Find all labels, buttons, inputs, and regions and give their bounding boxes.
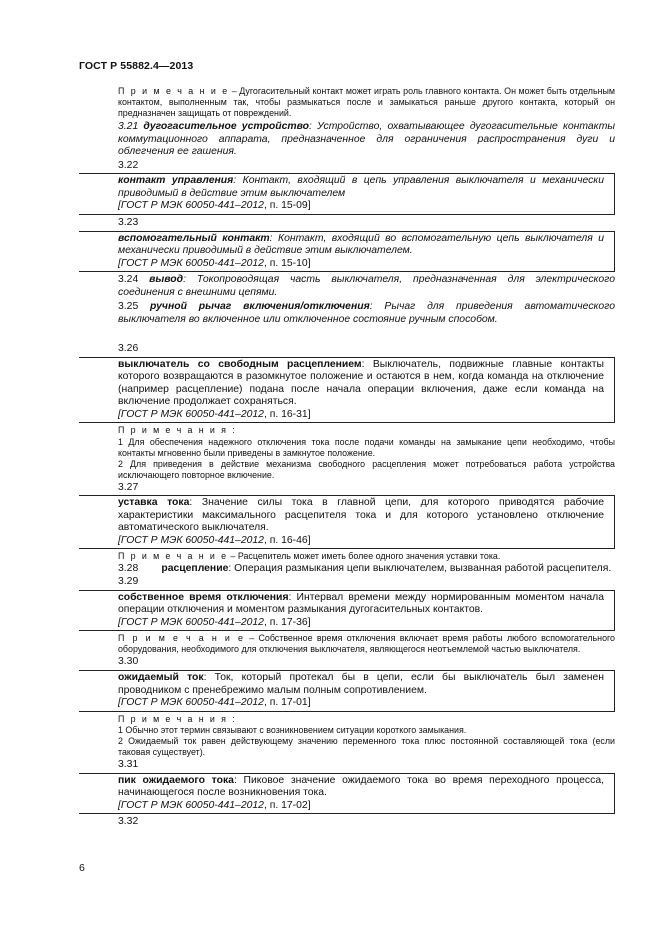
term-name: ручной рычаг включения/отключения (150, 301, 370, 313)
term-name: вывод (149, 274, 184, 286)
reference-source: [ГОСТ Р МЭК 60050-441–2012 (118, 697, 264, 709)
term-3-31 (79, 775, 604, 800)
note-text: – Расцепитель может иметь более одного значения уставки тока. (227, 551, 501, 562)
term-name: расцепление (161, 562, 229, 574)
reference-point: , п. 15-10] (263, 257, 311, 269)
reference-point: , п. 17-36] (263, 616, 311, 628)
term-3-25 (79, 301, 615, 326)
reference-source: [ГОСТ Р МЭК 60050-441–2012 (118, 257, 264, 269)
page-number: 6 (79, 862, 85, 874)
reference-point: , п. 17-01] (263, 697, 311, 709)
term-name: ожидаемый ток (118, 672, 204, 684)
term-3-23-box (79, 231, 615, 273)
term-3-32-number: 3.32 (118, 816, 139, 828)
term-definition: : Токопроводящая часть выключателя, предназначенная для электрического соединения с внешними цепями. (118, 274, 615, 298)
term-3-30-box (79, 670, 615, 712)
term-definition: : Значение силы тока в главной цепи, для которого приводятся рабочие характеристики максимального расцепителя тока и для которого установлено отключение автоматического выключателя. (118, 497, 604, 534)
term-number: 3.28 (118, 562, 139, 574)
reference-point: , п. 16-46] (263, 534, 311, 546)
term-3-29-box (79, 590, 615, 632)
note-label: П р и м е ч а н и е (118, 86, 230, 96)
reference-source: [ГОСТ Р МЭК 60050-441–2012 (118, 200, 264, 212)
term-definition: : Контакт, входящий во вспомогательную цепь выключателя и механически приводимый в действие этим выключателем. (118, 232, 604, 257)
term-3-26-number: 3.26 (118, 343, 139, 355)
term-3-31-reference (79, 800, 604, 813)
note-label: П р и м е ч а н и е (118, 551, 228, 562)
term-definition: : Рычаг для приведения автоматического выключателя во включенное или отключенное состояние ручным способом. (118, 301, 615, 325)
term-name: уставка тока (118, 497, 190, 509)
term-3-26-notes-label: П р и м е ч а н и я : (118, 425, 237, 436)
term-definition: : Пиковое значение ожидаемого тока во время переходного процесса, начинающегося после возникновения тока. (118, 774, 604, 799)
term-3-29-reference (79, 617, 604, 630)
reference-source: [ГОСТ Р МЭК 60050-441–2012 (118, 534, 264, 546)
reference-point: , п. 15-09] (263, 200, 311, 212)
reference-point: , п. 16-31] (263, 408, 311, 420)
term-3-23-number: 3.23 (118, 216, 139, 228)
term-3-29 (79, 592, 604, 617)
term-3-27 (79, 497, 604, 534)
term-definition: : Контакт, входящий в цепь управления выключателя и механически приводимый в действие этим выключателем (118, 175, 604, 199)
term-3-27-reference (79, 535, 604, 548)
note-label: П р и м е ч а н и е (118, 633, 245, 644)
term-name: дугогасительное устройство (143, 121, 310, 133)
term-name: собственное время отключения (118, 591, 289, 603)
term-3-23 (79, 233, 604, 258)
note-text: – Дугогасительный контакт может играть роль главного контакта. Он может быть отдельным контактом, выполненным так, чтобы размыкаться после и замыкаться раньше другого контакта, который он предназначен защищать от повреждений. (118, 86, 615, 119)
term-3-30-reference (79, 697, 604, 710)
term-3-22 (79, 175, 604, 200)
term-3-27-box (79, 495, 615, 549)
term-name: вспомогательный контакт (118, 232, 270, 244)
term-3-28 (79, 563, 615, 575)
term-name: контакт управления (118, 175, 234, 187)
spacer (79, 326, 615, 342)
reference-point: , п. 17-02] (263, 799, 311, 811)
term-3-31-box (79, 773, 615, 815)
term-3-23-reference (79, 258, 604, 271)
reference-source: [ГОСТ Р МЭК 60050-441–2012 (118, 799, 264, 811)
page-content (79, 86, 615, 829)
term-3-27-number: 3.27 (118, 481, 139, 493)
term-3-26-box (79, 357, 615, 424)
term-3-22-number: 3.22 (118, 159, 139, 171)
term-3-30-notes-label: П р и м е ч а н и я : (118, 713, 237, 724)
term-3-30 (79, 672, 604, 697)
term-3-30-note-1: 1 Обычно этот термин связывают с возникновением ситуации короткого замыкания. (118, 724, 467, 735)
term-definition: : Устройство, охватывающее дугогасительные контакты коммутационного аппарата, предназначенное для ограничения распространения дуги и облегчения ее гашения. (118, 121, 615, 158)
term-number: 3.21 (118, 121, 139, 133)
term-3-30-number: 3.30 (118, 656, 139, 668)
term-number: 3.24 (118, 274, 139, 286)
term-3-27-note (79, 551, 615, 562)
term-3-26 (79, 359, 604, 409)
note-text: – Собственное время отключения включает время работы любого вспомогательного оборудования, необходимого для отключения выключателя, являющегося неотъемлемой частью выключателя. (118, 633, 615, 655)
term-definition: : Интервал времени между нормированным моментом начала операции отключения и моментом размыкания дугогасительных контактов. (118, 591, 604, 616)
term-3-22-box (79, 173, 615, 215)
term-3-26-note-2: 2 Для приведения в действие механизма свободного расцепления может потребоваться работа устройства исключающего повторное включение. (118, 458, 615, 480)
note-arcing-contact (79, 86, 615, 119)
term-3-30-note-2: 2 Ожидаемый ток равен действующему значению переменного тока плюс постоянной составляющей тока (если таковая существует). (118, 735, 615, 757)
term-3-21 (79, 121, 615, 158)
term-definition: : Операция размыкания цепи выключателем, вызванная работой расцепителя. (228, 562, 612, 574)
term-3-31-number: 3.31 (118, 758, 139, 770)
term-3-26-note-1: 1 Для обеспечения надежного отключения тока после подачи команды на замыкание цепи необходимо, чтобы контакты мгновенно были приведены в замкнутое положение. (118, 436, 615, 458)
term-3-26-reference (79, 409, 604, 422)
term-3-24 (79, 274, 615, 299)
term-3-22-reference (79, 200, 604, 213)
reference-source: [ГОСТ Р МЭК 60050-441–2012 (118, 616, 264, 628)
term-3-29-number: 3.29 (118, 575, 139, 587)
document-header: ГОСТ Р 55882.4—2013 (79, 60, 194, 72)
term-name: выключатель со свободным расцеплением (118, 358, 362, 370)
term-3-29-note (79, 633, 615, 655)
term-number: 3.25 (118, 301, 139, 313)
term-definition: : Ток, который протекал бы в цепи, если бы выключатель был заменен проводником с пренебрежимо малым полным сопротивлением. (118, 672, 604, 696)
term-definition: : Выключатель, подвижные главные контакты которого возвращаются в разомкнутое положение и остаются в нем, когда команда на отключение (например расцепление) подана после начала операции включения, даже если команда на включение продолжает сохраняться. (118, 358, 604, 408)
term-name: пик ожидаемого тока (118, 774, 234, 786)
reference-source: [ГОСТ Р МЭК 60050-441–2012 (118, 408, 264, 420)
